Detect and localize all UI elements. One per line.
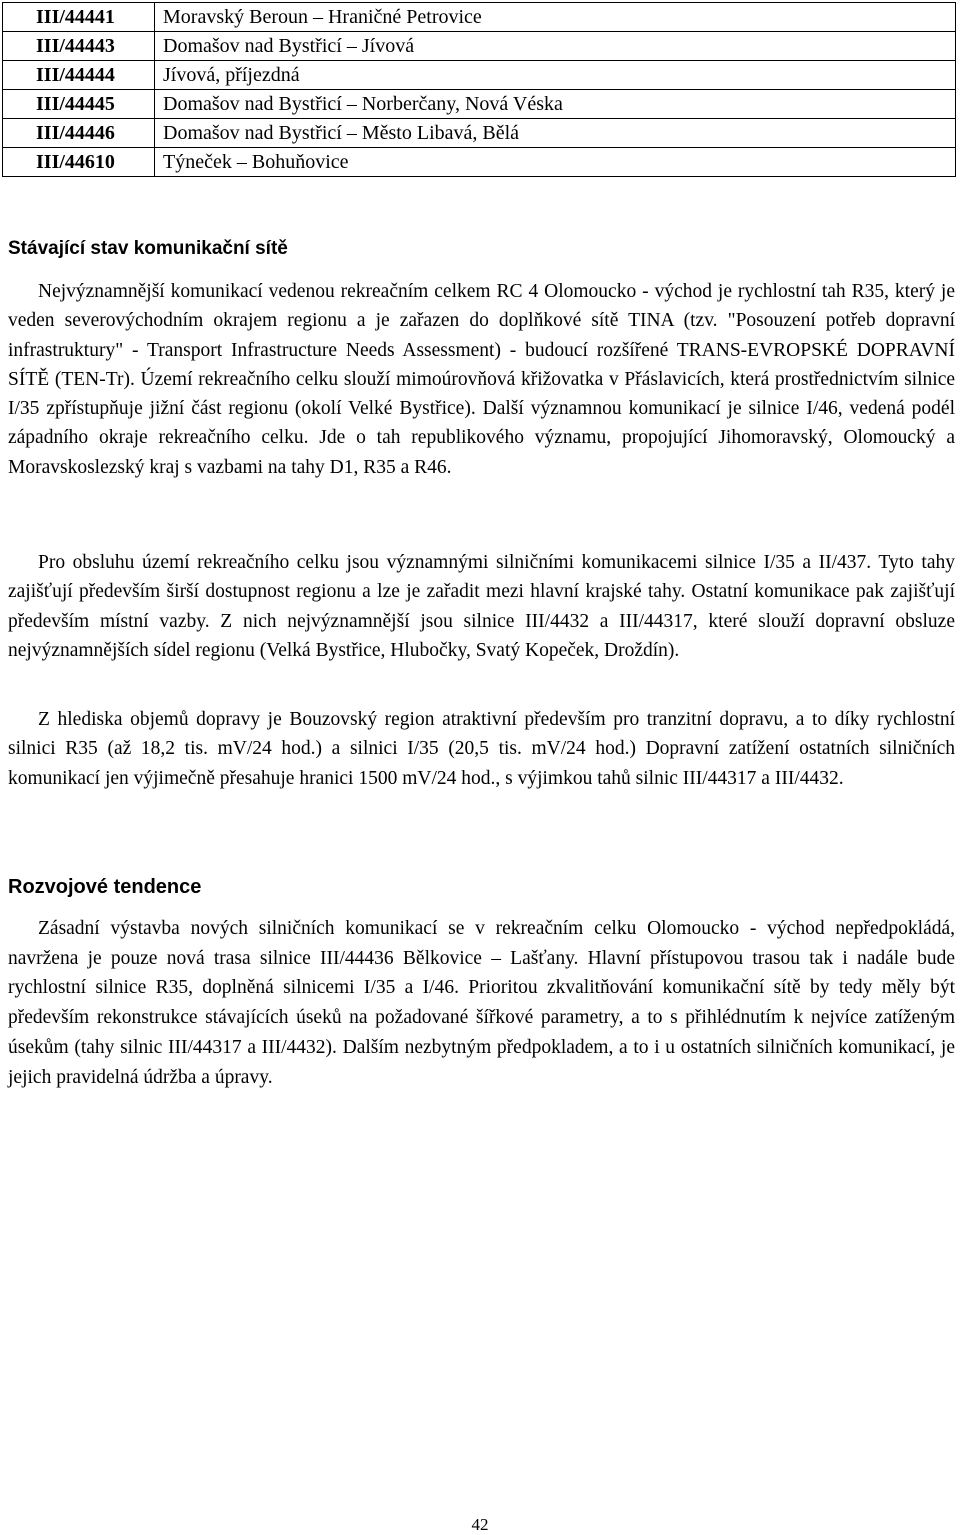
road-code: III/44444 — [3, 61, 155, 90]
road-code: III/44441 — [3, 3, 155, 32]
road-route: Domašov nad Bystřicí – Jívová — [155, 32, 956, 61]
road-code: III/44610 — [3, 148, 155, 177]
road-route: Týneček – Bohuňovice — [155, 148, 956, 177]
page-number: 42 — [471, 1515, 489, 1534]
table-row — [3, 119, 956, 148]
table-row — [3, 61, 956, 90]
table-row — [3, 32, 956, 61]
road-route: Moravský Beroun – Hraničné Petrovice — [155, 3, 956, 32]
road-code: III/44446 — [3, 119, 155, 148]
road-route: Jívová, příjezdná — [155, 61, 956, 90]
table-row — [3, 148, 956, 177]
section-heading-current-state: Stávající stav komunikační sítě — [8, 238, 288, 259]
section-heading-development: Rozvojové tendence — [8, 876, 202, 898]
paragraph: Nejvýznamnější komunikací vedenou rekreačním celkem RC 4 Olomoucko - východ je rychlostní tah R35, který je veden severovýchodním okrajem regionu a je zařazen do doplňkové sítě TINA (tzv. "Posouzení potřeb dopravní infrastruktury" - Transport Infrastructure Needs Assessment) - budoucí rozšířené TRANS-EVROPSKÉ DOPRAVNÍ SÍTĚ (TEN-Tr). Území rekreačního celku slouží mimoúrovňová křižovatka v Přáslavicích, která prostřednictvím silnice I/35 zpřístupňuje jižní část regionu (okolí Velké Bystřice). Další významnou komunikací je silnice I/46, vedená podél západního okraje rekreačního celku. Jde o tah republikového významu, propojující Jihomoravský, Olomoucký a Moravskoslezský kraj s vazbami na tahy D1, R35 a R46. — [8, 281, 955, 478]
paragraph: Pro obsluhu území rekreačního celku jsou významnými silničními komunikacemi silnice I/35 a II/437. Tyto tahy zajišťují především širší dostupnost regionu a lze je zařadit mezi hlavní krajské tahy. Ostatní komunikace pak zajišťují především místní vazby. Z nich nejvýznamnější jsou silnice III/4432 a III/44317, které slouží dopravní obsluze nejvýznamnějších sídel regionu (Velká Bystřice, Hlubočky, Svatý Kopeček, Droždín). — [8, 552, 955, 661]
paragraph: Z hlediska objemů dopravy je Bouzovský region atraktivní především pro tranzitní dopravu, a to díky rychlostní silnici R35 (až 18,2 tis. mV/24 hod.) a silnici I/35 (20,5 tis. mV/24 hod.) Dopravní zatížení ostatních silničních komunikací jen výjimečně přesahuje hranici 1500 mV/24 hod., s výjimkou tahů silnic III/44317 a III/4432. — [8, 709, 955, 789]
roads-table — [2, 2, 956, 177]
road-code: III/44443 — [3, 32, 155, 61]
road-code: III/44445 — [3, 90, 155, 119]
road-route: Domašov nad Bystřicí – Město Libavá, Bělá — [155, 119, 956, 148]
table-row — [3, 3, 956, 32]
table-row — [3, 90, 956, 119]
road-route: Domašov nad Bystřicí – Norberčany, Nová Véska — [155, 90, 956, 119]
paragraph: Zásadní výstavba nových silničních komunikací se v rekreačním celku Olomoucko - východ nepředpokládá, navržena je pouze nová trasa silnice III/44436 Bělkovice – Lašťany. Hlavní přístupovou trasou tak i nadále bude rychlostní silnice R35, doplněná silnicemi I/35 a I/46. Prioritou zkvalitňování komunikační sítě by tedy měly být především rekonstrukce stávajících úseků na požadované šířkové parametry, a to s přihlédnutím k nejvíce zatíženým úsekům (tahy silnic III/44317 a III/4432). Dalším nezbytným předpokladem, a to i u ostatních silničních komunikací, je jejich pravidelná údržba a úpravy. — [8, 918, 955, 1088]
